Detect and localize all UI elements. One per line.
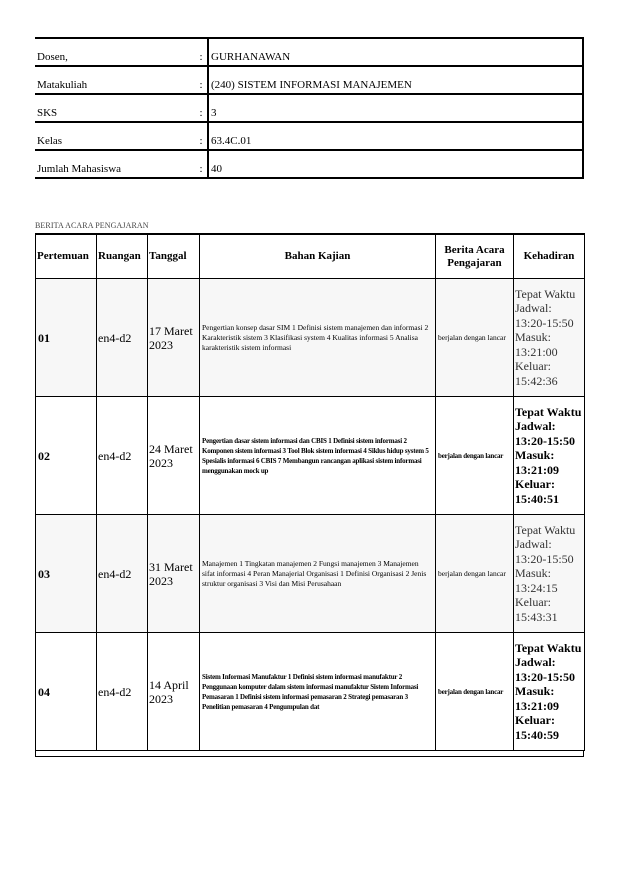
topic-cell: Manajemen 1 Tingkatan manajemen 2 Fungsi manajemen 3 Manajemen sifat informasi 4 Peran Manajerial Organisasi 1 Definisi Organisasi 2 Jenis struktur organisasi 3 Visi dan Misi Perusahaan <box>200 515 436 633</box>
table-row <box>36 397 585 515</box>
table-header-row <box>36 234 585 279</box>
header-meeting: Pertemuan <box>36 234 97 279</box>
table-row <box>36 633 585 751</box>
info-value: (240) SISTEM INFORMASI MANAJEMEN <box>208 66 583 94</box>
berita-cell: berjalan dengan lancar <box>436 279 514 397</box>
info-row-students <box>35 150 583 178</box>
info-label: Jumlah Mahasiswa <box>35 150 195 178</box>
table-row <box>36 279 585 397</box>
table-bottom-rule <box>35 756 584 757</box>
info-row-course <box>35 66 583 94</box>
room-cell: en4-d2 <box>97 633 148 751</box>
table-row <box>36 515 585 633</box>
topic-cell: Sistem Informasi Manufaktur 1 Definisi sistem informasi manufaktur 2 Penggunaan komputer dalam sistem informasi manufaktur Sistem Informasi Pemasaran 1 Definisi sistem informasi pemasaran 2 Strategi pemasaran 3 Penelitian pemasaran 4 Pengumpulan dat <box>200 633 436 751</box>
topic-cell: Pengertian dasar sistem informasi dan CBIS 1 Definisi sistem informasi 2 Komponen sistem informasi 3 Tool Blok sistem informasi 4 Siklus hidup system 5 Spesialis informasi 6 CBIS 7 Membangun rancangan aplikasi sistem informasi menggunakan mock up <box>200 397 436 515</box>
header-date: Tanggal <box>148 234 200 279</box>
info-label: Matakuliah <box>35 66 195 94</box>
info-colon: : <box>195 38 208 66</box>
date-cell: 24 Maret 2023 <box>148 397 200 515</box>
meeting-number: 01 <box>36 279 97 397</box>
info-row-class <box>35 122 583 150</box>
room-cell: en4-d2 <box>97 397 148 515</box>
info-row-credits <box>35 94 583 122</box>
room-cell: en4-d2 <box>97 515 148 633</box>
info-value: GURHANAWAN <box>208 38 583 66</box>
info-label: SKS <box>35 94 195 122</box>
course-info-table <box>35 37 584 179</box>
section-title: BERITA ACARA PENGAJARAN <box>35 221 149 230</box>
attendance-cell: Tepat Waktu Jadwal: 13:20-15:50 Masuk: 13:21:00 Keluar: 15:42:36 <box>514 279 585 397</box>
header-topic: Bahan Kajian <box>200 234 436 279</box>
attendance-cell: Tepat Waktu Jadwal: 13:20-15:50 Masuk: 13:24:15 Keluar: 15:43:31 <box>514 515 585 633</box>
header-berita: Berita Acara Pengajaran <box>436 234 514 279</box>
date-cell: 31 Maret 2023 <box>148 515 200 633</box>
berita-cell: berjalan dengan lancar <box>436 515 514 633</box>
info-colon: : <box>195 150 208 178</box>
date-cell: 17 Maret 2023 <box>148 279 200 397</box>
info-value: 63.4C.01 <box>208 122 583 150</box>
info-row-lecturer <box>35 38 583 66</box>
berita-cell: berjalan dengan lancar <box>436 633 514 751</box>
info-colon: : <box>195 94 208 122</box>
info-value: 3 <box>208 94 583 122</box>
meeting-number: 04 <box>36 633 97 751</box>
berita-cell: berjalan dengan lancar <box>436 397 514 515</box>
date-cell: 14 April 2023 <box>148 633 200 751</box>
room-cell: en4-d2 <box>97 279 148 397</box>
info-label: Dosen, <box>35 38 195 66</box>
info-value: 40 <box>208 150 583 178</box>
attendance-cell: Tepat Waktu Jadwal: 13:20-15:50 Masuk: 13:21:09 Keluar: 15:40:51 <box>514 397 585 515</box>
meeting-number: 02 <box>36 397 97 515</box>
info-colon: : <box>195 66 208 94</box>
topic-cell: Pengertian konsep dasar SIM 1 Definisi sistem manajemen dan informasi 2 Karakteristik sistem 3 Klasifikasi system 4 Kualitas informasi 5 Analisa karakteristik sistem informasi <box>200 279 436 397</box>
attendance-cell: Tepat Waktu Jadwal: 13:20-15:50 Masuk: 13:21:09 Keluar: 15:40:59 <box>514 633 585 751</box>
info-colon: : <box>195 122 208 150</box>
info-label: Kelas <box>35 122 195 150</box>
header-attendance: Kehadiran <box>514 234 585 279</box>
header-room: Ruangan <box>97 234 148 279</box>
teaching-log-table <box>35 233 585 751</box>
meeting-number: 03 <box>36 515 97 633</box>
